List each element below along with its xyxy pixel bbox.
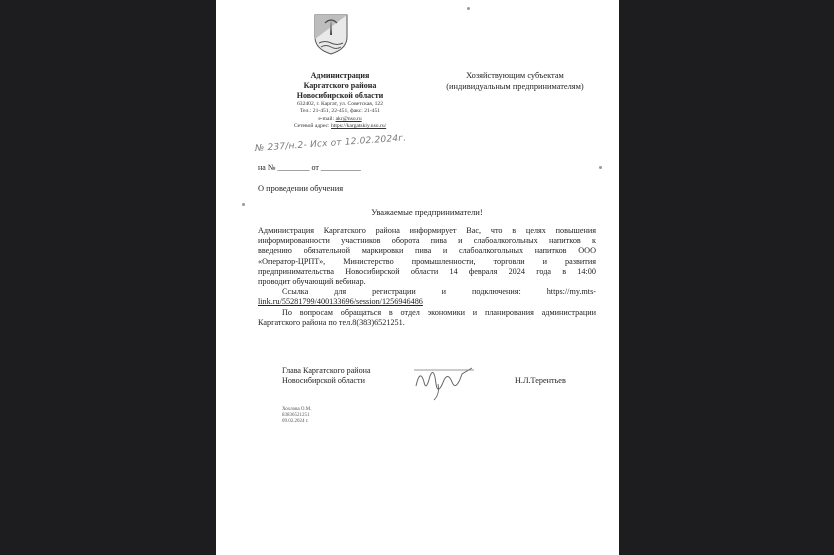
- body-line: предпринимательства Новосибирской области 14 февраля 2024 года в 14:00: [258, 266, 596, 276]
- recipient-line-2: (индивидуальным предпринимателям): [446, 82, 584, 91]
- recipient-line-1: Хозяйствующим субъектам: [466, 71, 564, 80]
- org-name-line-2: Каргатского района: [303, 81, 377, 90]
- signatory-position: [282, 366, 371, 387]
- org-name-line-1: Администрация: [310, 71, 370, 80]
- org-name-line-3: Новосибирской области: [296, 91, 384, 100]
- org-site-row: [262, 123, 418, 130]
- handwritten-signature: [410, 362, 482, 402]
- signatory-name: Н.Л.Терентьев: [515, 376, 566, 385]
- body-line: По вопросам обращаться в отдел экономики и планирования администрации: [282, 307, 596, 317]
- body-line: Каргатского района по тел.8(383)6521251.: [258, 317, 405, 327]
- position-line-1: Глава Каргатского района: [282, 366, 371, 375]
- handwritten-outgoing-number: № 237/н.2- Исх от 12.02.2024г.: [254, 133, 407, 154]
- body-line: Администрация Каргатского района информирует Вас, что в целях повышения: [258, 226, 596, 235]
- executor-phone: 83836521251: [282, 413, 310, 419]
- letter-greeting: Уважаемые предприниматели!: [371, 207, 483, 217]
- organization-header: [262, 71, 418, 101]
- position-line-2: Новосибирской области: [282, 376, 365, 386]
- reference-line: на № ________ от __________: [258, 163, 361, 172]
- recipient-block: [425, 70, 605, 92]
- executor-block: [282, 407, 312, 426]
- letter-subject: О проведении обучения: [258, 184, 344, 193]
- executor-date: 09.02.2024 г.: [282, 419, 309, 425]
- body-line: информированности участников оборота пива и слабоалкогольных напитков к: [258, 236, 596, 246]
- site-link[interactable]: https://kargatskiy.nso.ru/: [331, 123, 387, 130]
- organization-contacts: [262, 101, 418, 131]
- scan-mark: [242, 203, 245, 206]
- org-address: 632402, г. Каргат, ул. Советская, 122: [296, 101, 384, 107]
- email-link[interactable]: akr@nso.ru: [335, 115, 362, 122]
- org-phones: Тел.: 21-451, 22-451, факс: 21-451: [299, 108, 381, 115]
- body-line: введению обязательной маркировки пива и слабоалкогольных напитков ООО: [258, 246, 596, 256]
- registration-link-line[interactable]: link.ru/55281799/400133696/session/1256946486: [258, 297, 423, 307]
- site-label: Сетевой адрес:: [293, 123, 330, 130]
- body-line: «Оператор-ЦРПТ», Министерство промышленности, торговли и развития: [258, 256, 596, 266]
- body-line: проводит обучающий вебинар.: [258, 277, 366, 287]
- registration-link-line[interactable]: Ссылка для регистрации и подключения: https://my.mts-: [282, 287, 596, 297]
- scan-mark: [599, 166, 602, 169]
- executor-name: Хохлова О.М.: [282, 407, 312, 412]
- letter-body: [258, 226, 596, 328]
- coat-of-arms-icon: [313, 13, 349, 55]
- email-label: e-mail:: [318, 115, 335, 122]
- scan-mark: [467, 7, 470, 10]
